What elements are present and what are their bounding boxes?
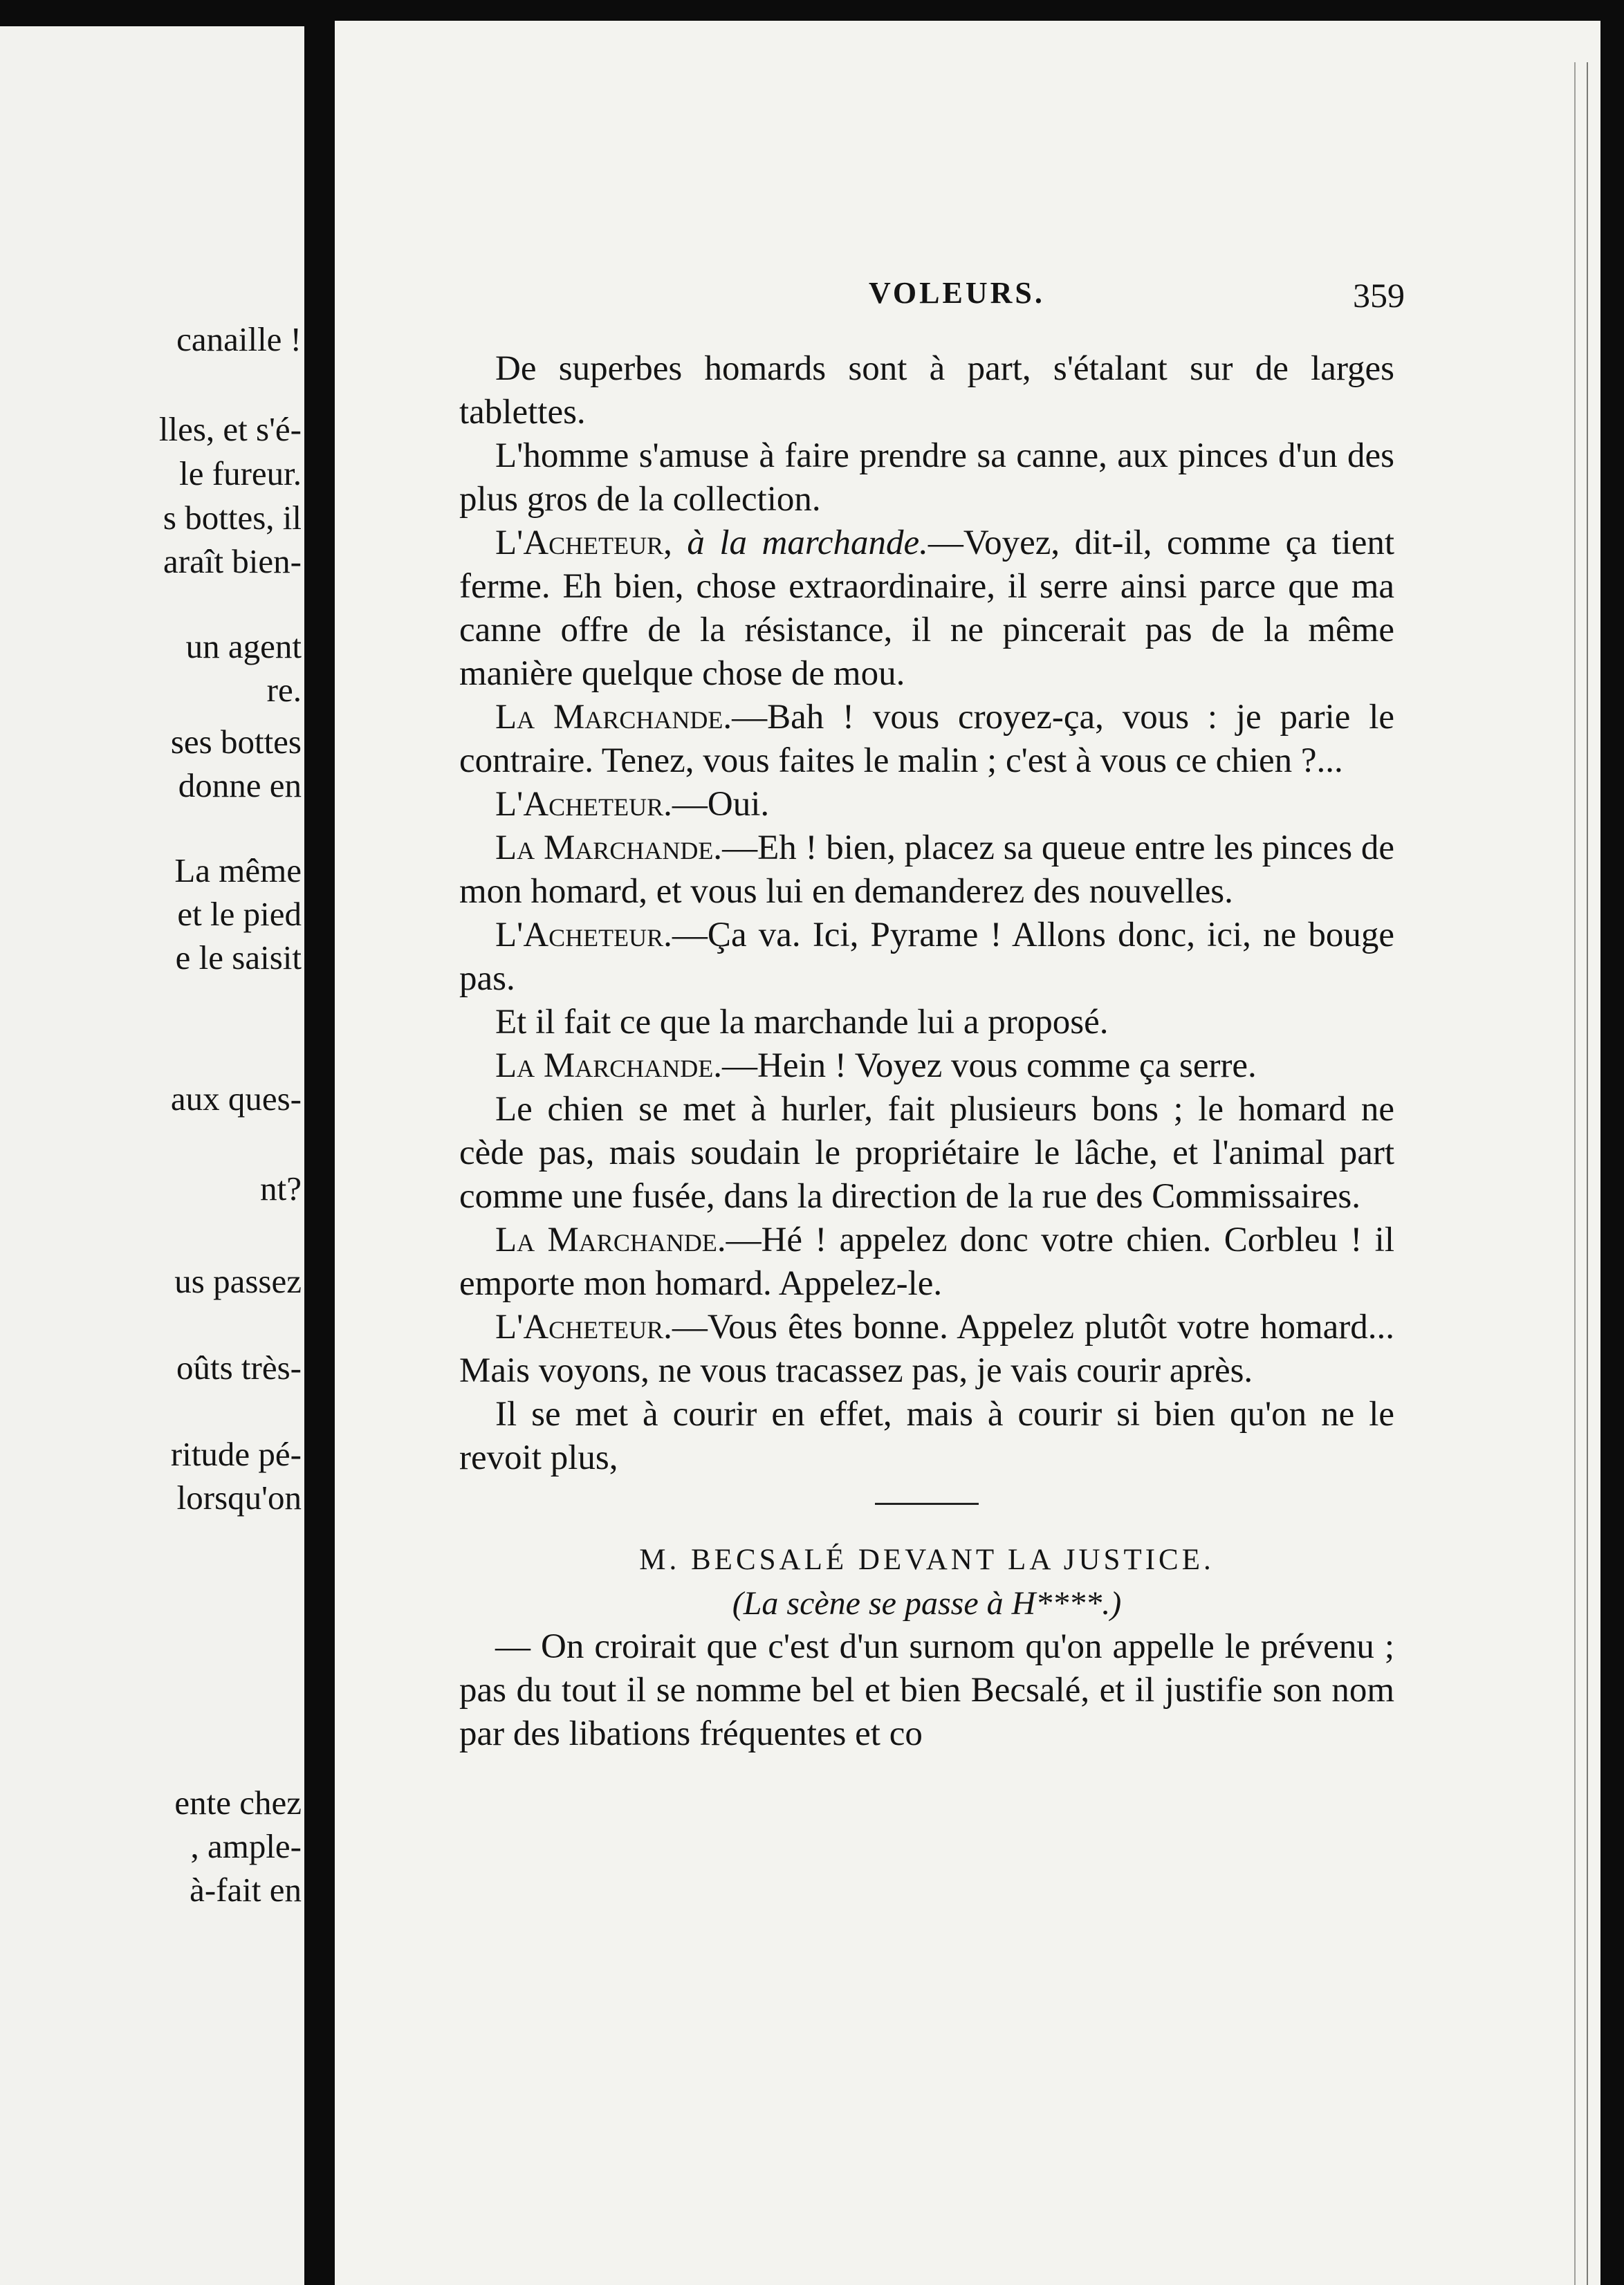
- scene-note: (La scène se passe à H****.): [732, 1585, 1122, 1622]
- left-line: et le pied: [177, 895, 302, 933]
- paragraph: — On croirait que c'est d'un surnom qu'on appelle le prévenu ; pas du tout il se nomme bel et bien Becsalé, et il justifie son nom par des libations fréquentes et co: [459, 1627, 1394, 1753]
- page-edge-line: [1587, 62, 1588, 2285]
- left-line: un agent: [185, 627, 302, 665]
- left-line: oûts très-: [176, 1349, 302, 1387]
- speech: —Ça va. Ici, Pyrame ! Allons donc, ici, ne bouge pas.: [459, 916, 1394, 998]
- left-line: La même: [174, 851, 302, 889]
- speaker: La Marchande.: [495, 1046, 723, 1085]
- left-line: araît bien-: [163, 542, 302, 580]
- paragraph: De superbes homards sont à part, s'étalant sur de larges tablettes.: [459, 349, 1394, 432]
- speaker: La Marchande.: [495, 1221, 726, 1259]
- speaker: La Marchande.: [495, 829, 723, 867]
- paragraph: Il se met à courir en effet, mais à courir si bien qu'on ne le revoit plus,: [459, 1395, 1394, 1477]
- paragraph: L'homme s'amuse à faire prendre sa canne, aux pinces d'un des plus gros de la collection.: [459, 436, 1394, 519]
- dialogue-paragraph: [459, 1044, 1394, 1088]
- left-line: donne en: [178, 766, 302, 804]
- left-line: lles, et s'é-: [158, 410, 302, 448]
- speaker: La Marchande.: [495, 698, 732, 737]
- page-edge-line: [1574, 62, 1576, 2285]
- left-line: , ample-: [190, 1827, 302, 1865]
- left-page-edge: [0, 26, 304, 2285]
- left-line: nt?: [260, 1169, 302, 1208]
- paragraph: Et il fait ce que la marchande lui a proposé.: [495, 1003, 1109, 1042]
- left-line: re.: [266, 671, 302, 709]
- left-line: s bottes, il: [163, 499, 302, 537]
- left-line: le fureur.: [179, 454, 302, 492]
- dialogue-paragraph: [459, 696, 1394, 783]
- dialogue-paragraph: [459, 826, 1394, 914]
- dialogue-paragraph: [459, 1306, 1394, 1393]
- speech: —Oui.: [672, 785, 770, 824]
- speech: —Bah ! vous croyez-ça, vous : je parie le contraire. Tenez, vous faites le malin ; c'est à vous ce chien ?...: [459, 698, 1394, 780]
- dialogue-paragraph: [459, 521, 1394, 696]
- left-line: lorsqu'on: [176, 1479, 302, 1517]
- page-body: [459, 347, 1394, 1756]
- speech: —Eh ! bien, placez sa queue entre les pinces de mon homard, et vous lui en demanderez des nouvelles.: [459, 829, 1394, 911]
- dialogue-paragraph: [459, 783, 1394, 826]
- speaker: L'Acheteur.: [495, 916, 672, 954]
- running-title: VOLEURS.: [869, 276, 1045, 310]
- dialogue-paragraph: [459, 1219, 1394, 1306]
- section-title: M. BECSALÉ DEVANT LA JUSTICE.: [639, 1544, 1215, 1576]
- paragraph: Le chien se met à hurler, fait plusieurs bons ; le homard ne cède pas, mais soudain le propriétaire le lâche, et l'animal part comme une fusée, dans la direction de la rue des Commissaires.: [459, 1090, 1394, 1216]
- left-line: canaille !: [176, 320, 302, 358]
- stage-direction: à la marchande.: [687, 524, 928, 562]
- book-page: [335, 21, 1600, 2285]
- speaker: L'Acheteur.: [495, 785, 672, 824]
- left-line: ritude pé-: [170, 1435, 302, 1473]
- speech: —Hé ! appelez donc votre chien. Corbleu ! il emporte mon homard. Appelez-le.: [459, 1221, 1394, 1303]
- page-number: 359: [1353, 276, 1405, 315]
- left-line: aux ques-: [170, 1080, 302, 1118]
- section-divider: [875, 1503, 979, 1505]
- left-line: e le saisit: [175, 938, 302, 977]
- speech: —Voyez, dit-il, comme ça tient ferme. Eh bien, chose extraordinaire, il serre ainsi parce que ma canne offre de la résistance, il ne pincerait pas de la même manière quelque chose de mou.: [459, 524, 1395, 693]
- speaker: L'Acheteur.: [495, 1308, 672, 1347]
- dialogue-paragraph: [459, 914, 1394, 1001]
- left-line: us passez: [174, 1262, 302, 1300]
- running-head: [335, 275, 1600, 317]
- left-line: à-fait en: [190, 1871, 302, 1909]
- left-line: ses bottes: [170, 723, 302, 761]
- speech: —Hein ! Voyez vous comme ça serre.: [722, 1046, 1257, 1085]
- speaker: L'Acheteur,: [495, 524, 672, 562]
- left-line: ente chez: [174, 1784, 302, 1822]
- speech: —Vous êtes bonne. Appelez plutôt votre homard... Mais voyons, ne vous tracassez pas, je vais courir après.: [459, 1308, 1394, 1390]
